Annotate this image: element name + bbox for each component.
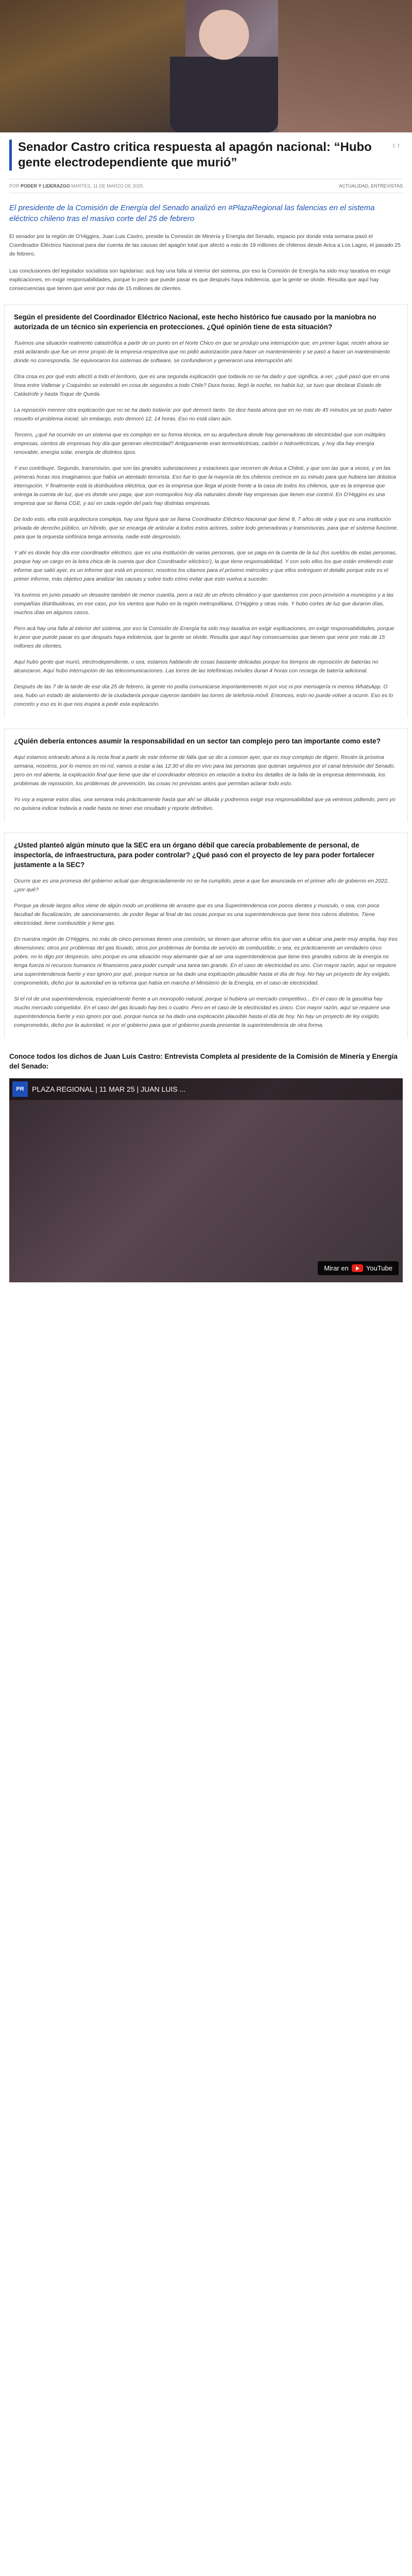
video-title[interactable]: PLAZA REGIONAL | 11 MAR 25 | JUAN LUIS ... [32, 1085, 186, 1093]
qa-answer-paragraph: Aquí estamos entrando ahora a la recta final a partir de este informe de falla que se dio a conocer ayer, que es muy complejo de digerir. Recién la próxima semana, nosotros, por lo menos en mi rol, vamos a estar a las 12:30 el día en vivo para las personas que quieran seguirnos por el canal televisión del Senado, pero en red abierta, la explicación final que tiene que dar el coordinador eléctrico en relación a todos los detalles de la falla de la empresa determinada, los problemas de reposición, los problemas de prevención, las cosas no previstas antes que permitan aclarar todo esto. [14, 754, 396, 787]
video-embed[interactable] [9, 1078, 403, 1282]
headline-row [9, 140, 403, 171]
article-lead: El presidente de la Comisión de Energía del Senado analizó en #PlazaRegional las falencias en el sistema eléctrico chileno tras el masivo corte del 25 de febrero [9, 204, 375, 223]
qa-block-3 [4, 833, 408, 1038]
qa-answer-paragraph: Tercero, ¿qué ha ocurrido en un sistema que es complejo en su forma técnica, en su arquitectura donde hay generadoras de electricidad que son múltiples empresas, cientos de empresas hoy día que generan electricidad? Antiguamente eran termoeléctricas, carbón o hidroeléctricas, y hoy día hay energía renovable, energía solar, energía de distintos tipos. [14, 432, 386, 455]
hero-photo [0, 0, 412, 132]
qa-answer-paragraph: Pero acá hay una falla al interior del sistema, por eso la Comisión de Energía ha sido muy taxativa en exigir explicaciones, en exigir responsabilidades, porque lo peor que puede pasar es que después haya indolencia, que la gente se olvide. Resulta que aquí hay consecuencias que tienen que venir por más de 15 millones de clientes. [14, 625, 394, 649]
qa-answer-paragraph: En nuestra región de O’Higgins, no más de cinco personas tienen una comisión, se tienen que ahorrar ellos los que van a ubicar una parte muy amplia, hay tres dimensiones: otros por problemas del gas licuado, otros por problemas de bomba de servicio de combustible, o sea, es prácticamente un verdadero circo pobre, no lo digo por desprecio, sino porque es una situación muy alarmante que al ser una superintendencia que tiene tres grandes rubros de la energía no tenga fuerza ni recursos humanos ni financieros para poder cumplir una tarea tan grande. En el caso de electricidad es uno. Con mayor razón, aquí se requiere una superintendencia fuerte y eso ignoro por qué, porque nunca se ha dado una explicación plausible hasta el día de hoy. No hay un proyecto de ley exigido, comprometido, dicho por la autoridad en la reforma que había en marcha el Ministerio de la Energía, en el caso de electricidad. [14, 936, 398, 986]
video-section-title: Conoce todos los dichos de Juan Luis Castro: Entrevista Completa al presidente de la Comisión de Minería y Energía del Senado: [9, 1053, 398, 1070]
qa-answer-paragraph: Porque ya desde largos años viene de algún modo un problema de arrastre que es una Superintendencia con pocos dientes y musculo, o sea, con poca facultad de fiscalización, de sancionamiento, de poder llegar al final de las cosas porque es una superintendencia que tiene tres rubros distintos. Tiene electricidad, tiene combustible y tiene gas. [14, 903, 380, 926]
hero-photo-person [170, 7, 278, 132]
article-headline: Senador Castro critica respuesta al apagón nacional: “Hubo gente electrodependiente que murió” [9, 140, 379, 171]
article-page [0, 0, 412, 1282]
author-link[interactable]: PODER Y LIDERAZGO [21, 183, 70, 189]
qa-question: Según el presidente del Coordinador Eléctrico Nacional, este hecho histórico fue causado por la maniobra no autorizada de un técnico sin experiencia en protecciones. ¿Qué opinión tiene de esta situación? [14, 313, 376, 331]
qa-answer-paragraph: Y eso contribuye. Segundo, transmisión, que son las grandes subestaciones y estaciones que recorren de Arica a Chiloé, y que son las que a veces, y en las primeras horas nos imaginamos que había un atentado terrorista. Eso fue lo que la mayoría de los chilenos creímos en su minuto para que hubiera tan drástica interrupción. Y finalmente está la distribuidora eléctrica, que es la empresa que llega al poste frente a la casa de todos los chilenos, que es la empresa que entrega la cuenta de luz, que es donde uno paga, que son monopolios hoy día naturales donde hay empresas que tienen ese control. En O’Higgins es una empresa que se llama CGE, y así en cada región del país hay distintas empresas. [14, 465, 396, 506]
intro-paragraph: Las conclusiones del legislador socialista son lapidarias: acá hay una falla al interior del sistema, por eso la Comisión de Energía ha sido muy taxativa en exigir explicaciones, en exigir responsabilidades, porque lo peor que puede pasar es que después haya indolencia, que la gente se olvide. Resulta que aquí hay consecuencias que tienen que venir por más de 15 millones de clientes. [9, 268, 391, 292]
qa-answer-paragraph: Ocurre que es una promesa del gobierno actual que desgraciadamente no se ha cumplido, pese a que fue anunciada en el primer año de gobierno en 2022, ¿por qué? [14, 878, 389, 893]
article-intro [9, 232, 403, 293]
qa-question: ¿Quién debería entonces asumir la responsabilidad en un sector tan complejo pero tan importante como este? [14, 737, 381, 745]
qa-question: ¿Usted planteó algún minuto que la SEC era un órgano débil que carecía probablemente de personal, de inspectoría, de infraestructura, para poder controlar? ¿Qué pasó con el proyecto de ley para poder fortalecer justamente a la SEC? [14, 841, 374, 869]
qa-block-2 [4, 728, 408, 821]
qa-answer-paragraph: Ya tuvimos en junio pasado un desastre también de menor cuantía, pero a raíz de un efecto climático y que quedamos con poco provisión a municipios y a las compañías distribuidoras, en ese caso, por los vientos que hubo en la región metropolitana, O’Higgins y otras más. Y hubo cortes de luz que duraron días, muchos días en algunos casos. [14, 592, 393, 616]
qa-answer [14, 339, 398, 709]
hero-photo-background-right [278, 0, 412, 132]
platform-label: YouTube [366, 1264, 392, 1272]
qa-block-1 [4, 304, 408, 717]
watch-on-youtube-button[interactable] [318, 1261, 399, 1275]
hero-photo-background-left [0, 0, 185, 132]
article-categories[interactable]: ACTUALIDAD, ENTREVISTAS [339, 183, 403, 189]
qa-answer-paragraph: De todo esto, ella está arquitectura compleja, hay una figura que se llama Coordinador Eléctrico Nacional que tiene 8, 7 años de vida y que es una institución privada de derecho público, un híbrido, que se encarga de articular a todos estos actores, sobre todo generadoras y transmisoras, para que el sistema funcione, para que la orquesta sinfónica tenga armonía, nadie esté desprovisto. [14, 516, 398, 540]
qa-answer-paragraph: Aquí hubo gente que murió, electrodependiente, o sea, estamos hablando de cosas bastante delicadas porque los tiempos de reposición de baterías no alcanzaron. Aquí hubo interrupción de las telecomunicaciones. Las torres de las telefónicas móviles duran 4 horas con recarga de batería adicional. [14, 659, 379, 674]
qa-answer-paragraph: Y ahí es donde hoy día ese coordinador eléctrico, que es una institución de varias personas, que se paga en la cuenta de la luz (los sueldos de estas personas, porque hay un cargo en la letra chica de la cuenta que dice Coordinador eléctrico’), la que tiene responsabilidad. Y con solo ellos los que están emitiendo este informe que salió ayer, es un informe que está en proceso; nosotros los citamos para el próximo miércoles y que ellos entreguen el detalle porque este es el primer informe, más objetivo para analizar las causas y sobre todo cómo evitar que esto vuelva a suceder. [14, 550, 397, 582]
qa-answer-paragraph: La reposición merece otra explicación que no se ha dado todavía: por qué demoró tanto. Se dice hasta ahora que en no más de 45 minutos ya se pudo haber resuelto el problema inicial; sin embargo, esto demoró 12, 14 horas. Eso no está claro aún. [14, 407, 392, 422]
qa-answer-paragraph: Otra cosa es por qué esto afectó a todo el territorio, que es una segunda explicación que todavía no se ha dado y que significa, a ver, ¿qué pasó que en una línea entre Vallenar y Coquimbo se extendió en cosa de segundos a todo Chile? Dura horas, llegó la noche, no había luz, se tuvo que declarar Estado de Catástrofe y hasta Toque de Queda. [14, 374, 390, 397]
article-meta [9, 179, 403, 193]
intro-paragraph: El senador por la región de O’Higgins, Juan Luis Castro, preside la Comisión de Minería y Energía del Senado, espacio por donde esta semana pasó el Coordinador Eléctrico Nacional para dar cuenta de las causas del apagón total que afectó a más de 19 millones de chilenos desde Arica a Los Lagos, el pasado 25 de febrero. [9, 233, 401, 257]
qa-answer-paragraph: Yo voy a esperar estos días, una semana más prácticamente hasta que ahí se diluida y podremos exigir esa responsabilidad que ya venimos pidiendo, pero yo no quisiera indicar todavía a nadie hasta no tener ese resultado y reporte definitivo. [14, 796, 396, 811]
article-date: MARTES, 11 DE MARZO DE 2025 [71, 183, 143, 189]
qa-answer-paragraph: Tuvimos una situación realmente catastrófica a partir de un punto en el Norte Chico en que se produjo una interrupción que, en primer lugar, recién ahora se está aclarando que fue un error propio de la empresa respectiva que no pidió autorización para hacer un mantenimiento y se pasó a hacer un mantenimiento donde no correspondía. Se equivocaron los sistemas de software, se confundieron y generaron una interrupción ahí. [14, 340, 390, 364]
qa-answer [14, 877, 398, 1030]
channel-logo[interactable]: PR [12, 1081, 28, 1097]
qa-answer [14, 753, 398, 813]
youtube-icon [352, 1264, 363, 1272]
video-title-bar [9, 1078, 403, 1100]
author-prefix: POR [9, 183, 20, 189]
author-line [9, 183, 143, 189]
qa-answer-paragraph: Después de las 7 de la tarde de ese día 25 de febrero, la gente no podía comunicarse importantemente ni por voz ni por mensajería ni menos WhatsApp. O sea, hubo un estado de aislamiento de la ciudadanía porque cayeron también las torres de telefonía móvil. Entonces, esto no puede volver a ocurrir. Eso es lo concreto y eso es lo que nos inspira a pedir esta explicación. [14, 684, 393, 707]
watch-label: Mirar en [324, 1264, 349, 1272]
share-icon[interactable]: ⇧ f [391, 143, 400, 149]
qa-answer-paragraph: Si el rol de una superintendencia, especialmente frente a un monopolio natural, porque si hubiera un mercado competitivo... En el caso de la gasolina hay mucho mercado competidor. En el caso del gas licuado hay tres o cuatro. Pero en el caso de la electricidad es único. Con mayor razón, aquí se requiere una superintendencia fuerte y eso ignoro por qué, porque nunca se ha dado una explicación plausible hasta el día de hoy. No hay un proyecto de ley exigido, comprometido, dicho por la autoridad, ni por el gobierno para que el gobierno pueda presentar la superintendencia de otra forma. [14, 996, 390, 1028]
